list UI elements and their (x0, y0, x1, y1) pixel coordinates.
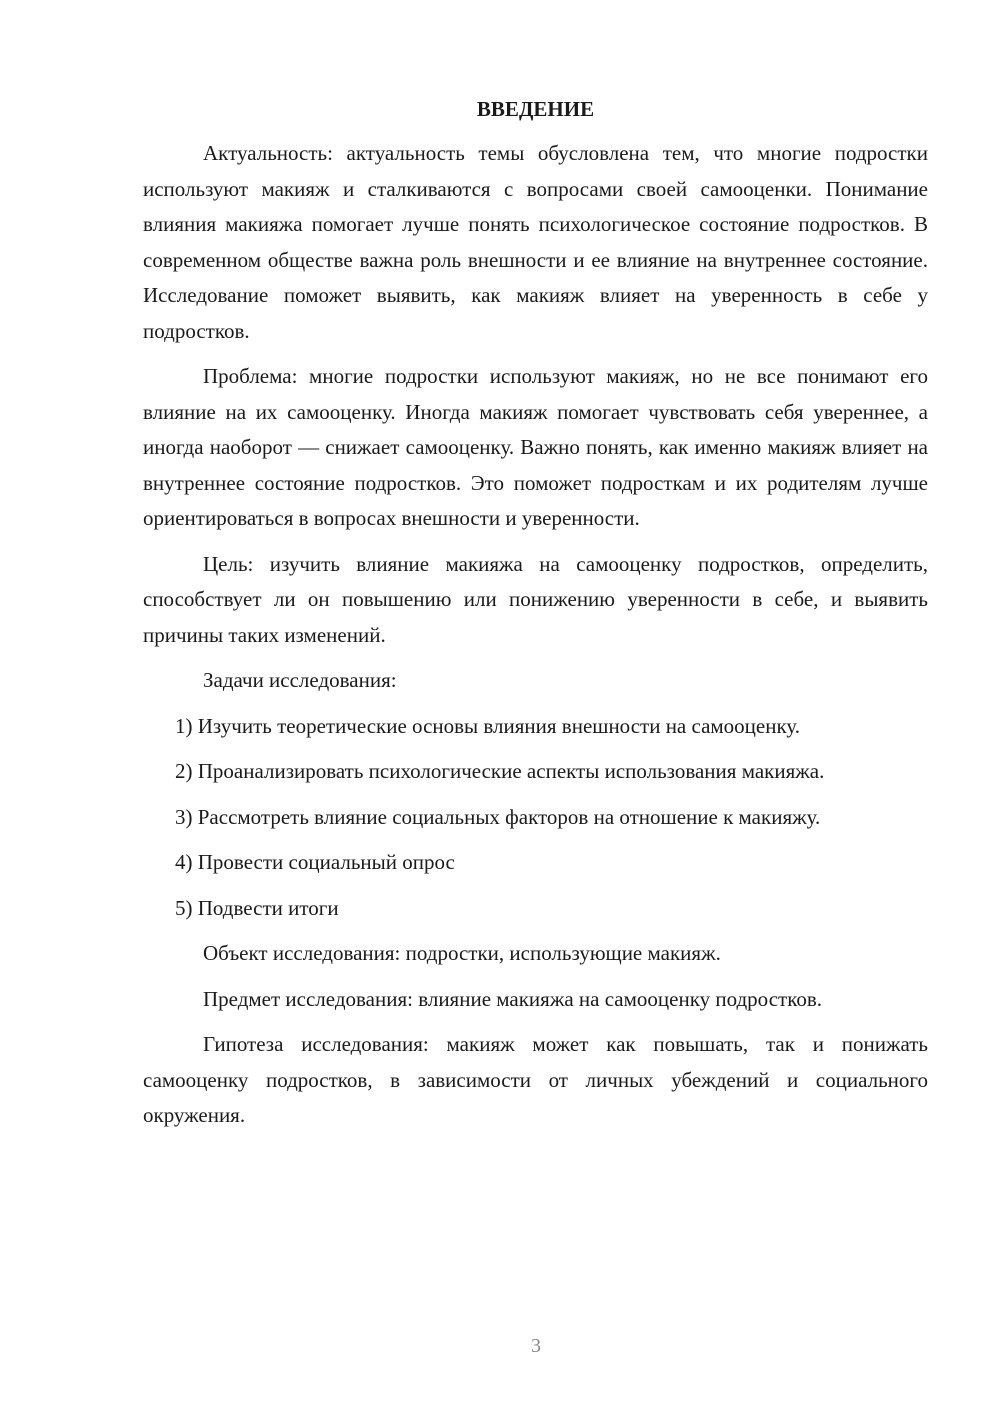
task-item: 5) Подвести итоги (175, 895, 339, 920)
task-item: 1) Изучить теоретические основы влияния внешности на самооценку. (175, 713, 801, 738)
relevance-paragraph: Актуальность: актуальность темы обусловлена тем, что многие подростки используют макияж и сталкиваются с вопросами своей самооценки. Понимание влияния макияжа помогает лучше понять психологическое состояние подростков. В современном обществе важна роль внешности и ее влияние на внутреннее состояние. Исследование поможет выявить, как макияж влияет на уверенность в себе у подростков. (143, 141, 928, 343)
page-number: 3 (531, 1335, 541, 1357)
task-item: 3) Рассмотреть влияние социальных факторов на отношение к макияжу. (175, 804, 821, 829)
research-object-paragraph: Объект исследования: подростки, использующие макияж. (203, 941, 721, 965)
tasks-heading: Задачи исследования: (203, 668, 397, 692)
page-title: ВВЕДЕНИЕ (476, 97, 595, 121)
task-item: 2) Проанализировать психологические аспекты использования макияжа. (175, 759, 825, 783)
task-item: 4) Провести социальный опрос (175, 850, 455, 874)
problem-paragraph: Проблема: многие подростки используют макияж, но не все понимают его влияние на их самооценку. Иногда макияж помогает чувствовать себя увереннее, а иногда наоборот — снижает самооценку. Важно понять, как именно макияж влияет на внутреннее состояние подростков. Это поможет подросткам и их родителям лучше ориентироваться в вопросах внешности и уверенности. (143, 364, 928, 530)
research-subject-paragraph: Предмет исследования: влияние макияжа на самооценку подростков. (203, 986, 822, 1011)
research-hypothesis-paragraph: Гипотеза исследования: макияж может как повышать, так и понижать самооценку подростков, в зависимости от личных убеждений и социального окружения. (143, 1032, 928, 1127)
goal-paragraph: Цель: изучить влияние макияжа на самооценку подростков, определить, способствует ли он повышению или понижению уверенности в себе, и выявить причины таких изменений. (143, 551, 928, 647)
document-page (143, 92, 928, 1144)
